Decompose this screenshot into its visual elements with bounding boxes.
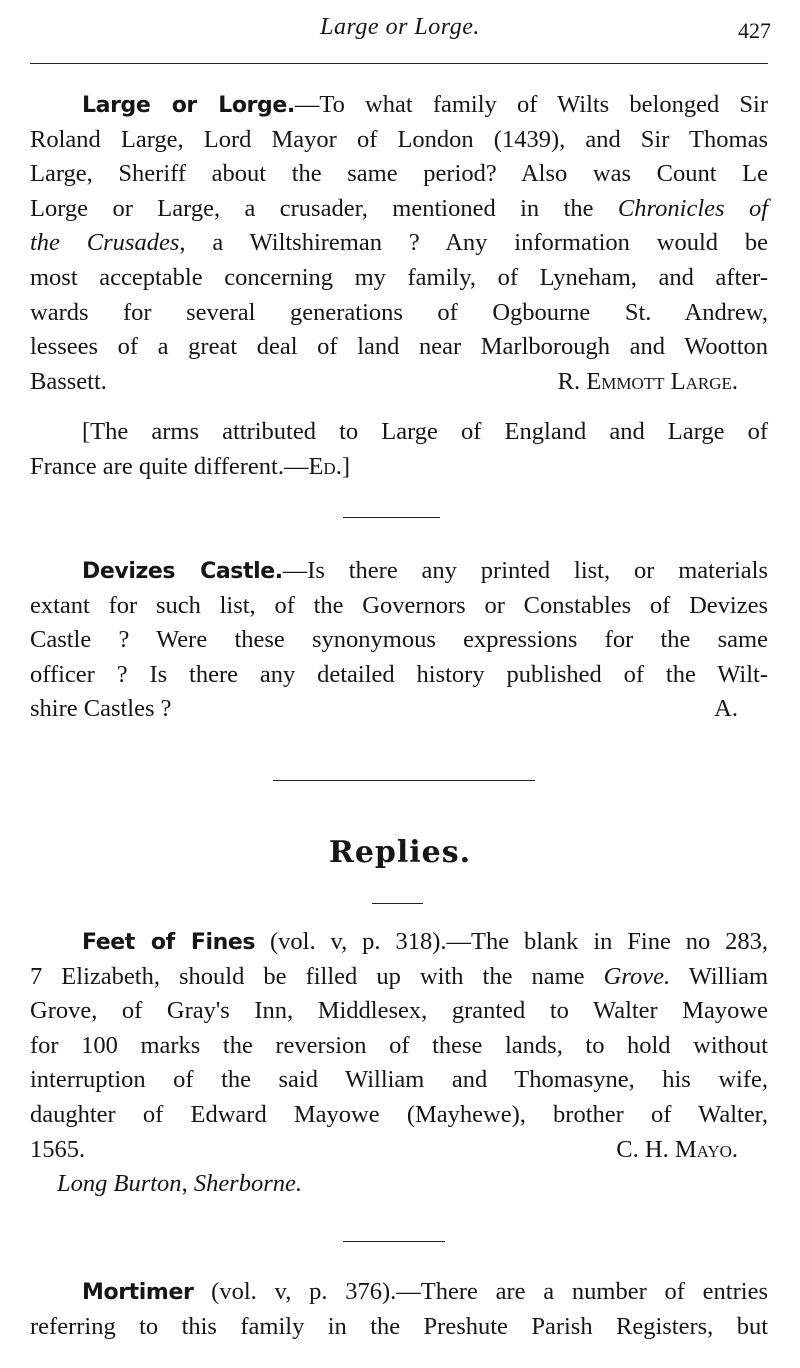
text-line bbox=[30, 1167, 768, 1202]
text-run: ] bbox=[341, 452, 350, 480]
text-line bbox=[30, 554, 768, 589]
text-run: officer ? Is there any detailed history published of the Wilt- bbox=[30, 660, 768, 688]
text-run: , a Wiltshireman ? Any information would be bbox=[179, 229, 769, 257]
text-line bbox=[30, 1275, 768, 1310]
text-line bbox=[30, 960, 768, 995]
text-run: wards for several generations of Ogbourne St. Andrew, bbox=[30, 298, 768, 326]
text-run: interruption of the said William and Thomasyne, his wife, bbox=[30, 1066, 768, 1094]
text-run: lessees of a great deal of land near Marlborough and Wootton bbox=[30, 333, 768, 361]
italic-text: Long Burton bbox=[57, 1170, 182, 1198]
heading-rule bbox=[372, 903, 423, 904]
header-rule bbox=[30, 63, 768, 64]
editor-note bbox=[30, 415, 768, 484]
entry-heading: Large or Lorge. bbox=[82, 93, 295, 118]
entry-heading: Devizes Castle. bbox=[82, 559, 283, 584]
text-line bbox=[30, 330, 768, 365]
text-run: (vol. v, p. 318).—The blank in Fine no 283, bbox=[255, 928, 769, 955]
query-devizes-castle bbox=[30, 554, 768, 727]
text-run: , bbox=[181, 1170, 194, 1198]
text-run: shire Castles ? bbox=[30, 695, 172, 723]
text-run: for 100 marks the reversion of these lands, to hold without bbox=[30, 1031, 768, 1059]
text-line bbox=[30, 589, 768, 624]
text-run: referring to this family in the Preshute Parish Registers, but bbox=[30, 1312, 768, 1340]
text-line bbox=[30, 623, 768, 658]
text-line bbox=[30, 157, 768, 192]
reply-mortimer bbox=[30, 1275, 768, 1344]
text-run: most acceptable concerning my family, of Lyneham, and after- bbox=[30, 263, 768, 291]
text-line bbox=[30, 192, 768, 227]
text-run: —To what family of Wilts belonged Sir bbox=[294, 91, 768, 118]
text-line bbox=[30, 994, 768, 1029]
text-run: 1565. bbox=[30, 1135, 86, 1163]
page-number: 427 bbox=[738, 18, 771, 43]
section-divider bbox=[343, 1241, 445, 1242]
text-line bbox=[30, 692, 768, 727]
replies-heading: Replies. bbox=[328, 835, 472, 870]
text-line bbox=[30, 1063, 768, 1098]
text-run: daughter of Edward Mayowe (Mayhewe), brother of Walter, bbox=[30, 1100, 768, 1128]
text-line bbox=[30, 261, 768, 296]
signature: R. Emmott Large. bbox=[557, 367, 738, 395]
signature: C. H. Mayo. bbox=[616, 1135, 738, 1163]
italic-text: the Crusades bbox=[30, 229, 180, 257]
text-line bbox=[30, 1310, 768, 1345]
text-line bbox=[30, 88, 768, 123]
italic-text: Sherborne. bbox=[193, 1170, 303, 1198]
text-run: (vol. v, p. 376).—There are a number of entries bbox=[193, 1278, 768, 1305]
text-run: William bbox=[670, 962, 768, 990]
text-run: Large, Sheriff about the same period? Also was Count Le bbox=[30, 160, 768, 188]
text-run: —Is there any printed list, or materials bbox=[282, 557, 769, 584]
text-run: 7 Elizabeth, should be filled up with the name bbox=[30, 962, 604, 990]
text-line bbox=[30, 1098, 768, 1133]
reply-feet-of-fines bbox=[30, 925, 768, 1202]
text-run: Bassett. bbox=[30, 367, 107, 395]
italic-text: Chronicles of bbox=[617, 194, 768, 222]
text-line bbox=[30, 925, 768, 960]
text-run: Lorge or Large, a crusader, mentioned in the bbox=[30, 194, 618, 222]
text-line bbox=[30, 226, 768, 261]
text-line bbox=[30, 123, 768, 158]
section-divider-long bbox=[273, 780, 535, 781]
section-divider bbox=[343, 517, 440, 518]
text-line bbox=[30, 658, 768, 693]
text-run: [The arms attributed to Large of England and Large of bbox=[82, 418, 768, 445]
entry-heading: Feet of Fines bbox=[82, 930, 256, 955]
running-header-title: Large or Lorge. bbox=[320, 14, 480, 40]
text-line bbox=[30, 1029, 768, 1064]
text-line bbox=[30, 1133, 768, 1168]
text-line bbox=[30, 296, 768, 331]
text-run: Ed. bbox=[308, 452, 342, 480]
text-run: Grove, of Gray's Inn, Middlesex, granted to Walter Mayowe bbox=[30, 997, 768, 1025]
signature: A. bbox=[714, 695, 738, 723]
text-run: Castle ? Were these synonymous expressions for the same bbox=[30, 626, 768, 654]
text-line bbox=[30, 365, 768, 400]
italic-text: Grove. bbox=[603, 962, 671, 990]
text-line bbox=[30, 450, 768, 485]
text-run: extant for such list, of the Governors or Constables of Devizes bbox=[30, 591, 768, 619]
query-large-or-lorge bbox=[30, 88, 768, 399]
text-run: France are quite different.— bbox=[30, 452, 309, 480]
entry-heading: Mortimer bbox=[82, 1280, 194, 1305]
text-line bbox=[30, 415, 768, 450]
text-run: Roland Large, Lord Mayor of London (1439), and Sir Thomas bbox=[30, 125, 768, 153]
